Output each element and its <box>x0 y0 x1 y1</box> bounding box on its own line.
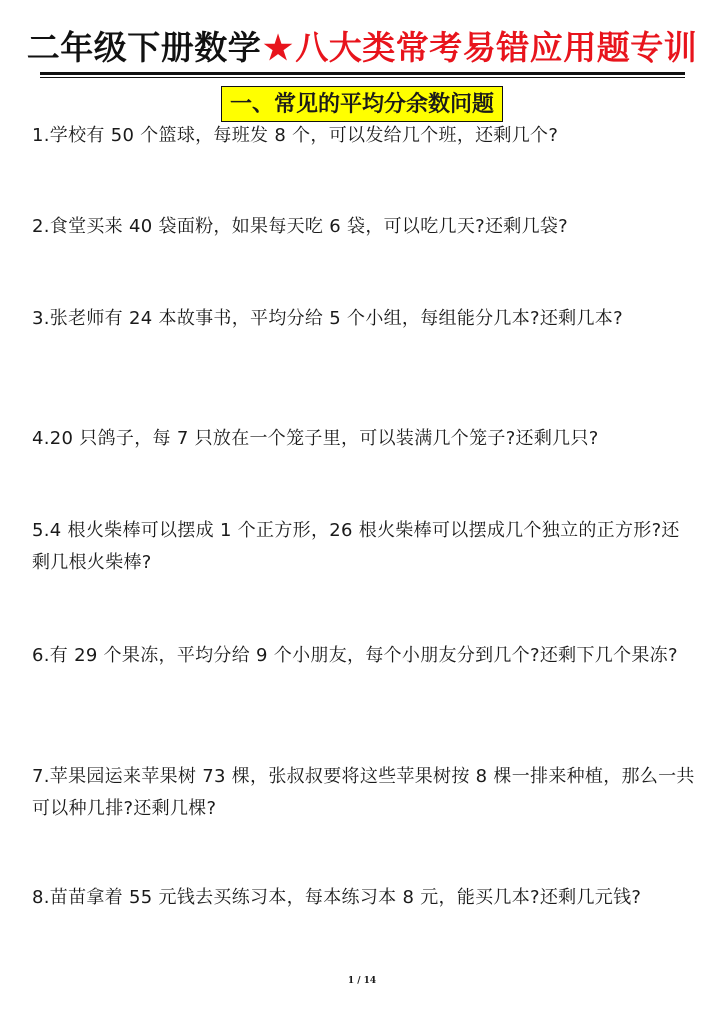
title-topic: 八大类常考易错应用题专训 <box>295 28 698 67</box>
page-header <box>0 28 724 68</box>
page-title <box>27 28 698 68</box>
question-4: 4.20 只鸽子，每 7 只放在一个笼子里，可以装满几个笼子?还剩几只? <box>32 428 599 449</box>
star-icon: ★ <box>263 28 294 67</box>
title-underline-thin <box>40 77 685 78</box>
question-6: 6.有 29 个果冻，平均分给 9 个小朋友，每个小朋友分到几个?还剩下几个果冻? <box>32 645 678 666</box>
section-header <box>0 86 724 122</box>
question-2: 2.食堂买来 40 袋面粉，如果每天吃 6 袋，可以吃几天?还剩几袋? <box>32 216 569 237</box>
page-number: 1 / 14 <box>347 976 377 986</box>
question-5: 5.4 根火柴棒可以摆成 1 个正方形，26 根火柴棒可以摆成几个独立的正方形?还剩几根火柴棒? <box>32 520 680 573</box>
question-3: 3.张老师有 24 本故事书，平均分给 5 个小组，每组能分几本?还剩几本? <box>32 308 623 329</box>
title-grade: 二年级下册数学 <box>26 28 262 67</box>
title-underline-thick <box>40 72 685 75</box>
section-heading: 一、常见的平均分余数问题 <box>221 86 503 122</box>
question-8: 8.苗苗拿着 55 元钱去买练习本，每本练习本 8 元，能买几本?还剩几元钱? <box>32 887 642 908</box>
question-1: 1.学校有 50 个篮球，每班发 8 个，可以发给几个班，还剩几个? <box>32 125 559 146</box>
question-7: 7.苹果园运来苹果树 73 棵，张叔叔要将这些苹果树按 8 棵一排来种植，那么一共可以种几排?还剩几棵? <box>32 766 695 819</box>
